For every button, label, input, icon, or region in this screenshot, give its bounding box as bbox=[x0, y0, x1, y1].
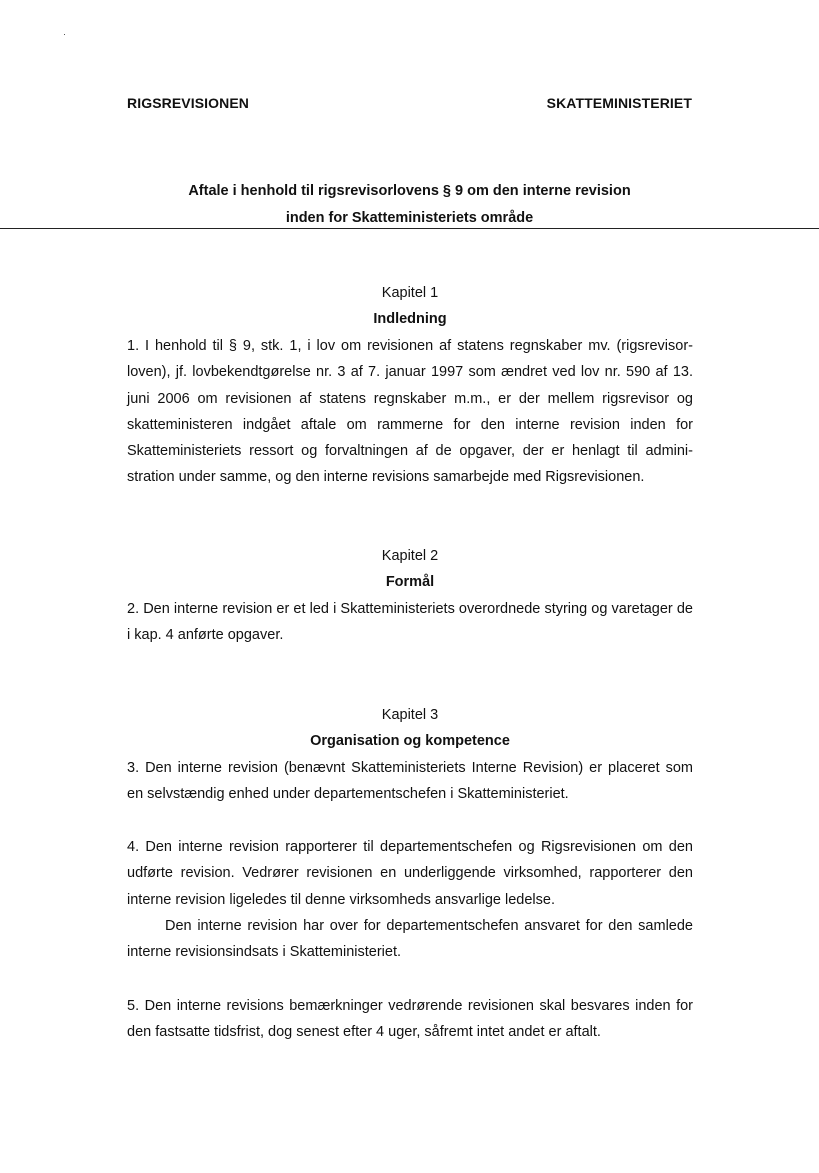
paragraph-2: 2. Den interne revision er et led i Skatteministeriets overordnede styring og varetager de i kap. 4 anførte opgaver. bbox=[127, 601, 693, 644]
chapter-2-label: Kapitel 2 bbox=[381, 548, 439, 564]
paragraph-4: 4. Den interne revision rapporterer til departementschefen og Rigsrevisionen om den udførte revision. Vedrører revisionen en underliggende virksomhed, rapporterer den interne revision ligeledes til denne virksomheds ansvarlige ledelse. bbox=[127, 839, 693, 908]
header-right-skatteministeriet: SKATTEMINISTERIET bbox=[546, 95, 692, 111]
chapter-1-title: Indledning bbox=[373, 311, 447, 327]
paragraph-4-continued: Den interne revision har over for departementschefen ansvaret for den samlede interne revisionsindsats i Skatteministeriet. bbox=[127, 918, 693, 961]
paragraph-3: 3. Den interne revision (benævnt Skatteministeriets Interne Revision) er placeret som en selvstændig enhed under departementschefen i Skatteministeriet. bbox=[127, 760, 693, 803]
paragraph-1: 1. I henhold til § 9, stk. 1, i lov om revisionen af statens regnskaber mv. (rigsrevisorloven), jf. lovbekendtgørelse nr. 3 af 7. januar 1997 som ændret ved lov nr. 590 af 13. juni 2006 om revisionen af statens regnskaber m.m., er der mellem rigsrevisor og skatteministeren indgået aftale om rammerne for den interne revision inden for Skatteministeriets ressort og forvaltningen af de opgaver, der er henlagt til administration under samme, og den interne revisions samarbejde med Rigsrevisionen. bbox=[127, 338, 693, 486]
document-title-line-1: Aftale i henhold til rigsrevisorlovens § 9 om den interne revision bbox=[188, 183, 631, 199]
chapter-3-label: Kapitel 3 bbox=[381, 707, 439, 723]
paragraph-5: 5. Den interne revisions bemærkninger vedrørende revisionen skal besvares inden for den fastsatte tidsfrist, dog senest efter 4 uger, såfremt intet andet er aftalt. bbox=[127, 998, 693, 1041]
chapter-1-label: Kapitel 1 bbox=[381, 285, 439, 301]
header-left-rigsrevisionen: RIGSREVISIONEN bbox=[127, 95, 249, 111]
document-body bbox=[127, 0, 693, 1173]
scan-speck bbox=[64, 34, 65, 35]
chapter-2-title: Formål bbox=[385, 574, 435, 590]
chapter-3-title: Organisation og kompetence bbox=[310, 733, 510, 749]
document-title-line-2: inden for Skatteministeriets område bbox=[285, 210, 534, 226]
